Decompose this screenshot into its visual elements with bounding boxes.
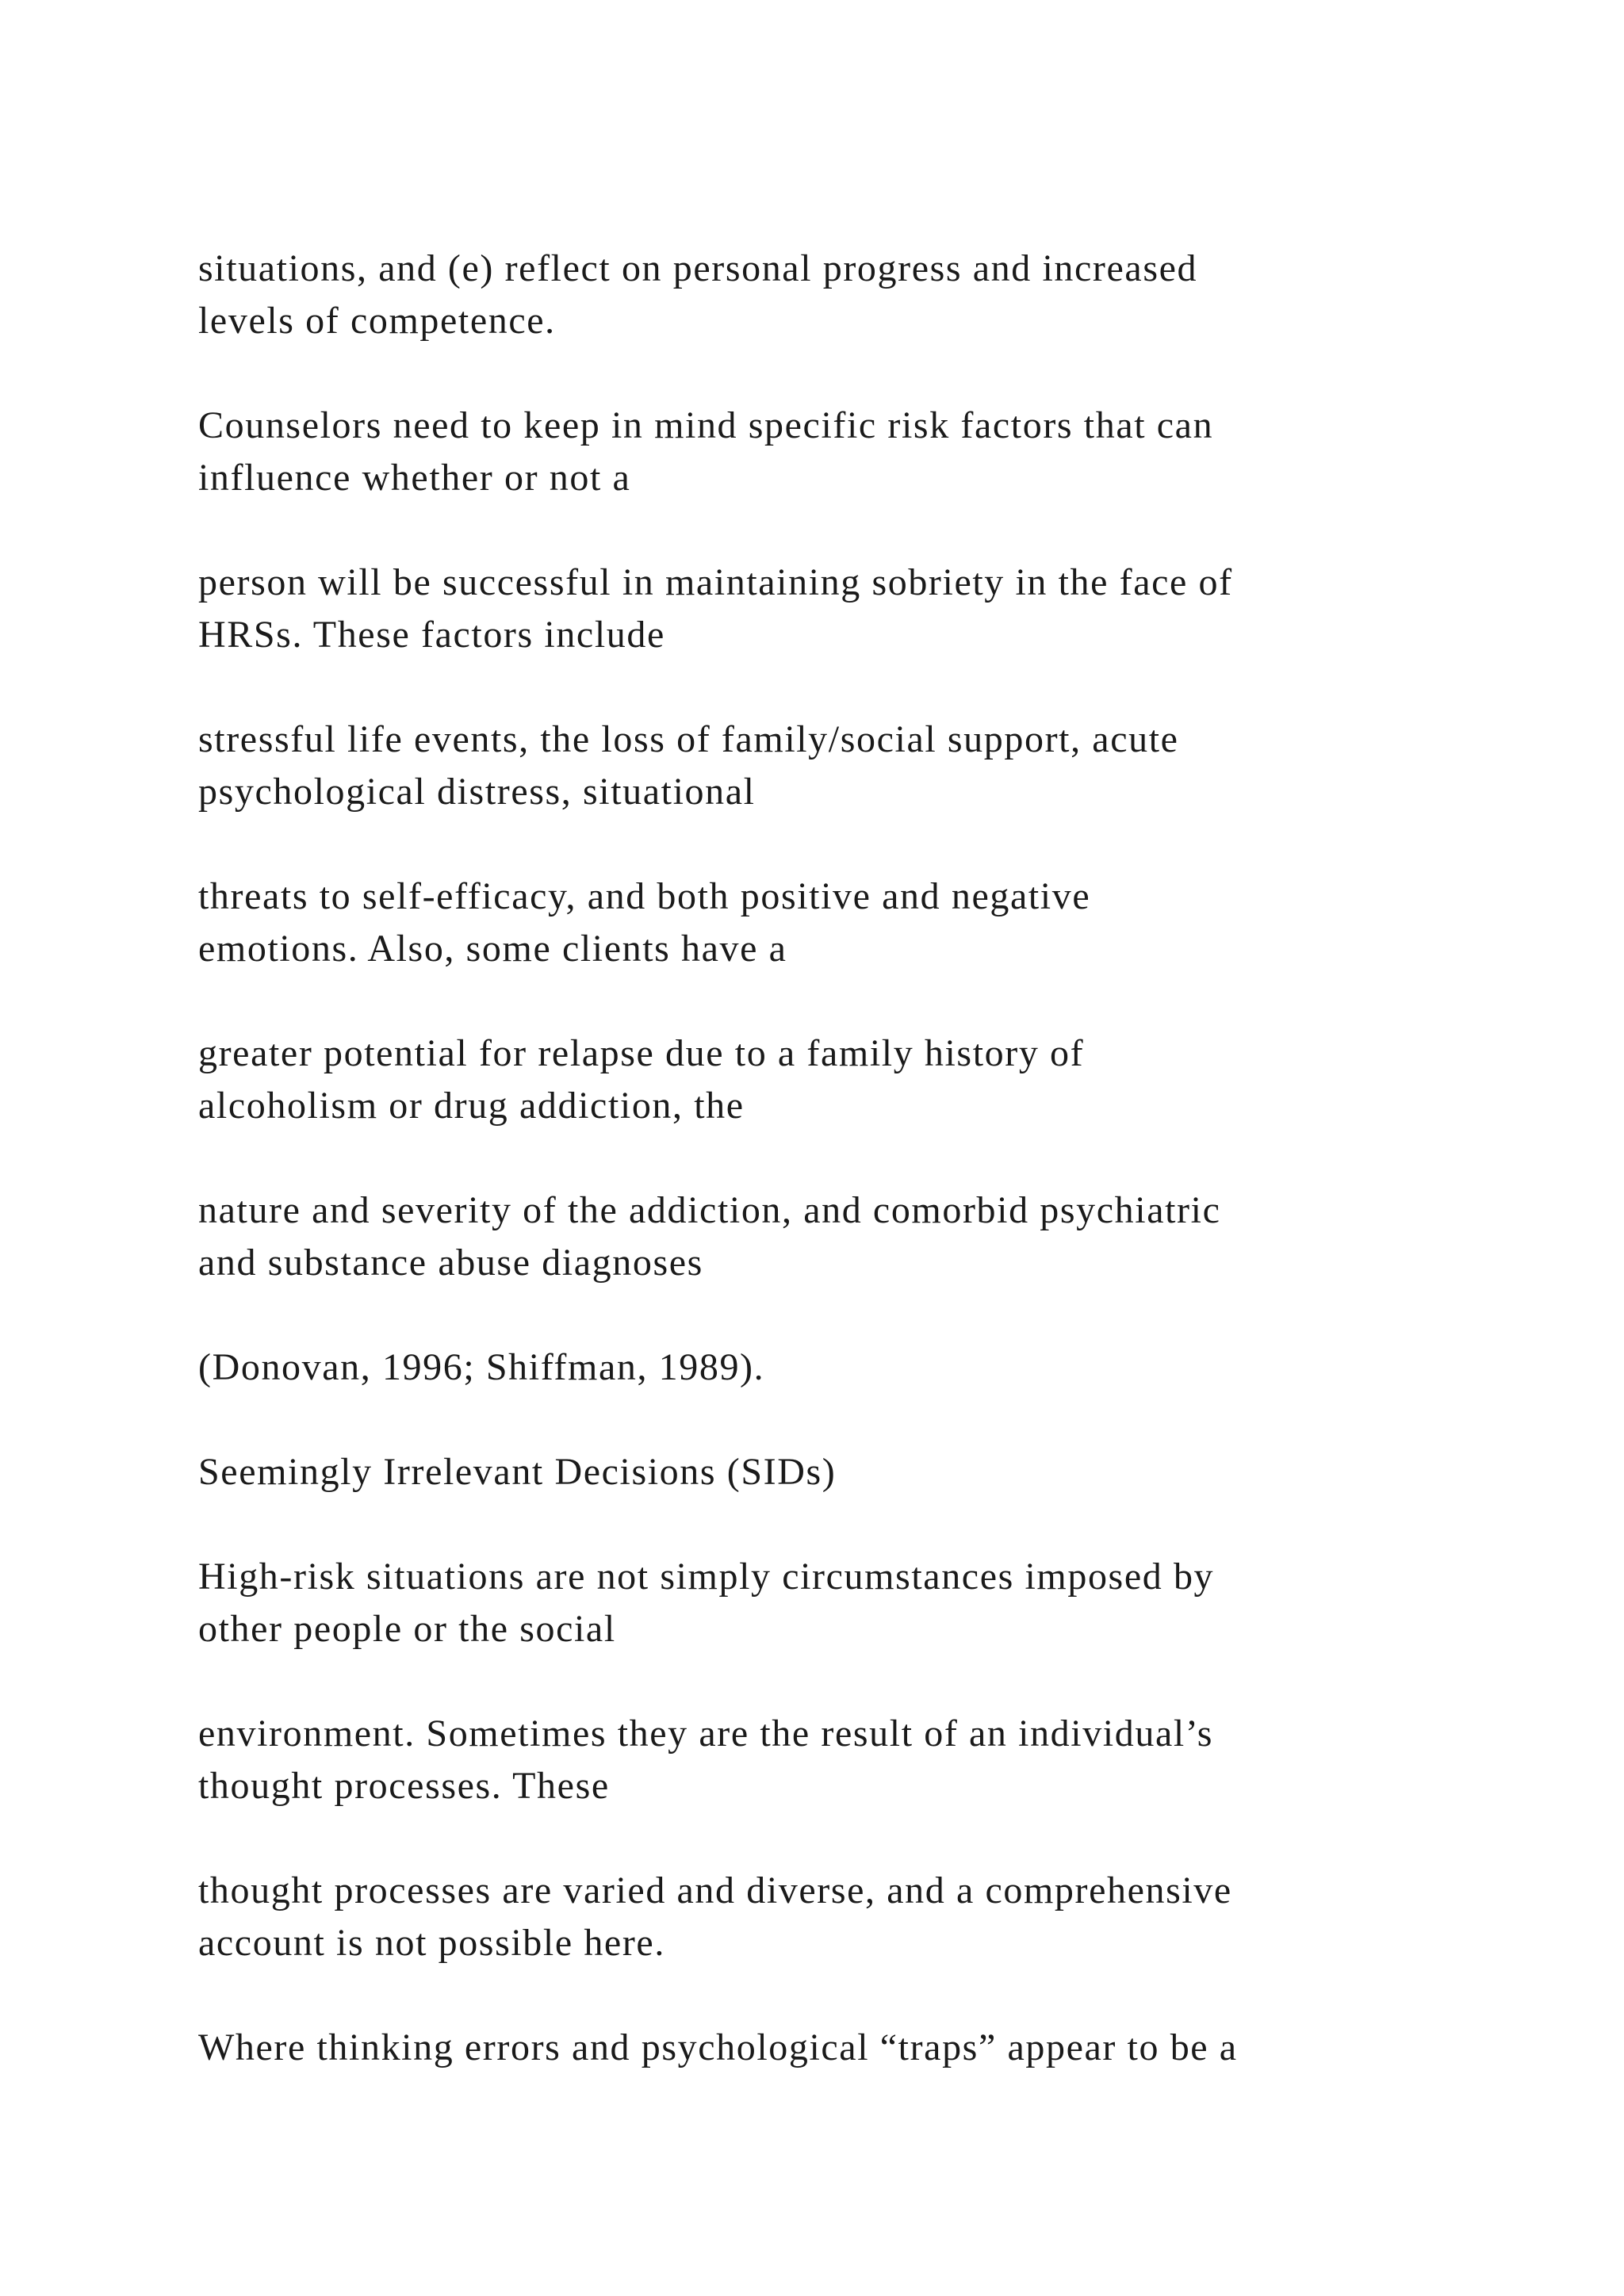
text-line: influence whether or not a	[198, 457, 631, 499]
section-heading	[198, 1446, 1435, 1498]
paragraph	[198, 243, 1435, 347]
text-line: account is not possible here.	[198, 1922, 665, 1964]
paragraph	[198, 2022, 1435, 2074]
text-line: threats to self-efficacy, and both positive and negative	[198, 875, 1091, 917]
text-line: greater potential for relapse due to a family history of	[198, 1032, 1085, 1074]
paragraph	[198, 714, 1435, 818]
paragraph	[198, 1184, 1435, 1289]
text-line: situations, and (e) reflect on personal progress and increased	[198, 247, 1198, 289]
paragraph	[198, 557, 1435, 661]
text-line: psychological distress, situational	[198, 771, 756, 813]
paragraph	[198, 1027, 1435, 1132]
text-line: High-risk situations are not simply circumstances imposed by	[198, 1556, 1215, 1598]
text-line: thought processes are varied and diverse, and a comprehensive	[198, 1869, 1232, 1911]
text-line: alcoholism or drug addiction, the	[198, 1085, 745, 1127]
paragraph	[198, 1865, 1435, 1969]
text-line: levels of competence.	[198, 300, 556, 342]
paragraph	[198, 871, 1435, 975]
text-line: and substance abuse diagnoses	[198, 1242, 703, 1284]
text-line: person will be successful in maintaining sobriety in the face of	[198, 561, 1233, 603]
document-body	[198, 243, 1435, 2126]
text-line: environment. Sometimes they are the result of an individual’s	[198, 1712, 1213, 1755]
citation-paragraph	[198, 1341, 1435, 1394]
text-line: Where thinking errors and psychological “traps” appear to be a	[198, 2026, 1238, 2068]
text-line: HRSs. These factors include	[198, 614, 665, 656]
text-line: other people or the social	[198, 1608, 616, 1650]
text-line: (Donovan, 1996; Shiffman, 1989).	[198, 1346, 765, 1388]
text-line: stressful life events, the loss of family/social support, acute	[198, 718, 1179, 760]
paragraph	[198, 1551, 1435, 1655]
paragraph	[198, 400, 1435, 504]
text-line: nature and severity of the addiction, and comorbid psychiatric	[198, 1189, 1221, 1231]
text-line: thought processes. These	[198, 1765, 610, 1807]
paragraph	[198, 1708, 1435, 1812]
text-line: emotions. Also, some clients have a	[198, 928, 787, 970]
text-line: Counselors need to keep in mind specific risk factors that can	[198, 404, 1214, 446]
heading-text: Seemingly Irrelevant Decisions (SIDs)	[198, 1451, 837, 1493]
